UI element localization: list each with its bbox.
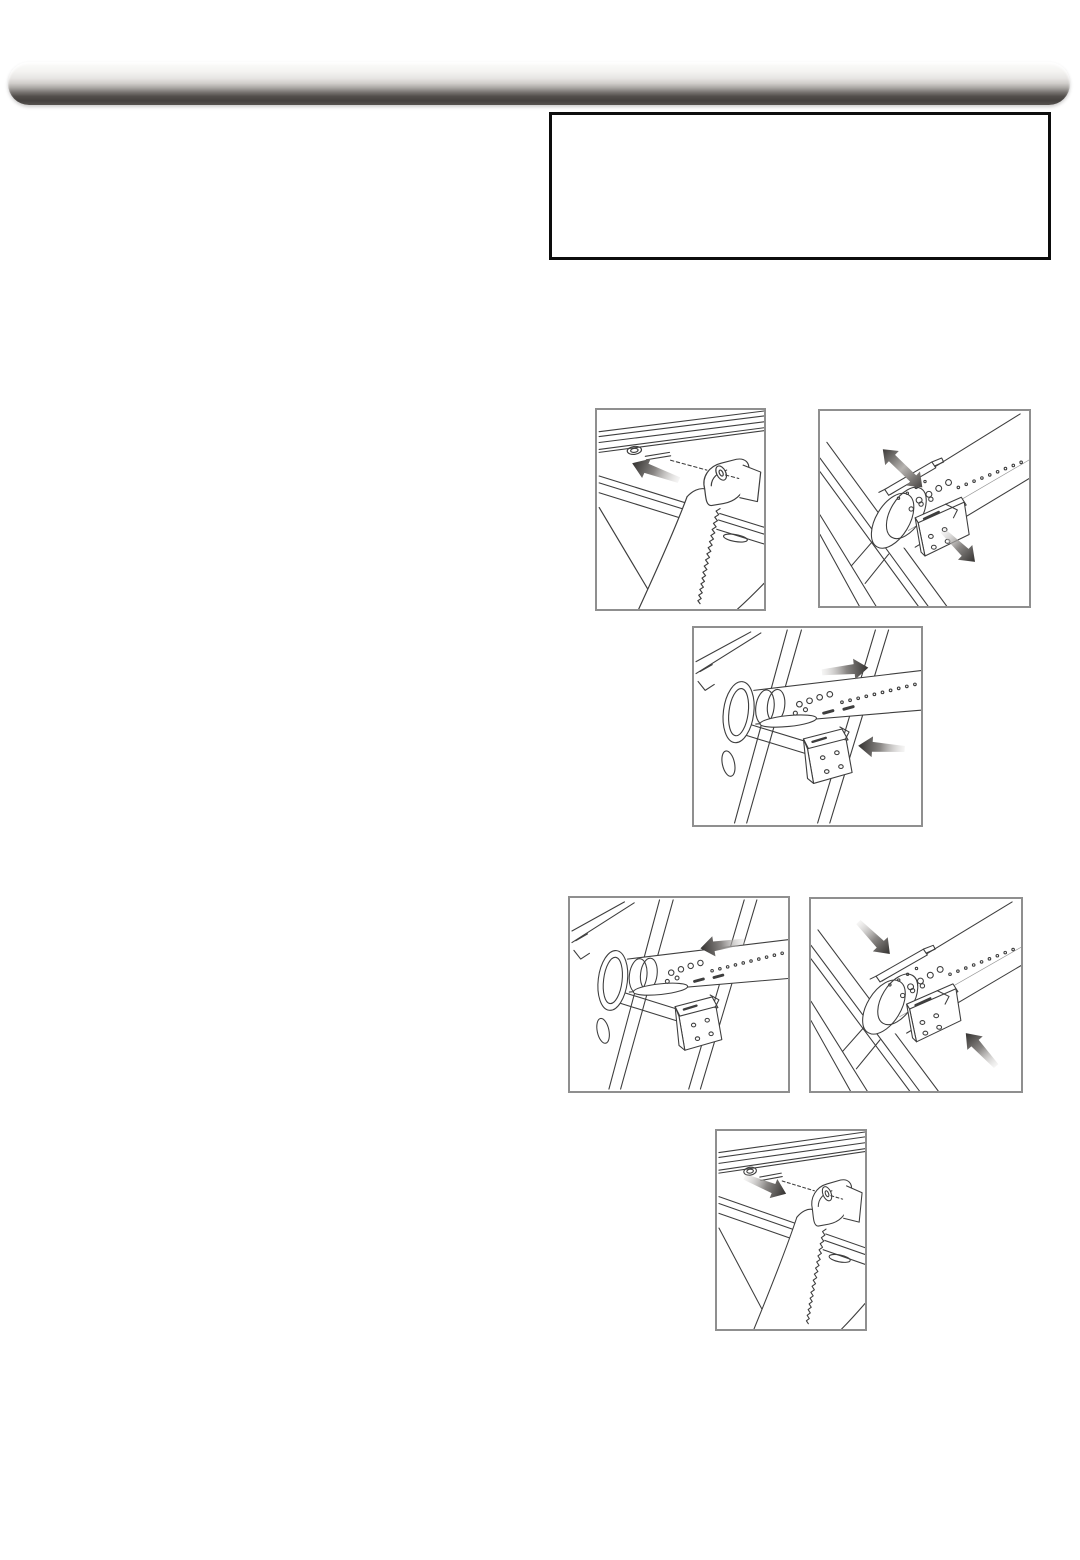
arrow-up-left-icon	[958, 1026, 1004, 1073]
illustration-burner-press-in	[809, 897, 1023, 1093]
notice-box	[549, 112, 1051, 260]
illustration-burner-slide-out	[568, 896, 790, 1093]
illustration-venturi-arrow-left	[595, 408, 766, 611]
top-gradient-rule	[8, 62, 1070, 105]
illustration-burner-lift-off	[818, 409, 1031, 608]
illustration-burner-slide-in	[692, 626, 923, 827]
arrow-left-icon	[857, 735, 905, 759]
arrow-down-right-icon	[851, 915, 897, 961]
illustration-venturi-arrow-right	[715, 1129, 867, 1331]
arrow-left-icon	[628, 454, 684, 490]
